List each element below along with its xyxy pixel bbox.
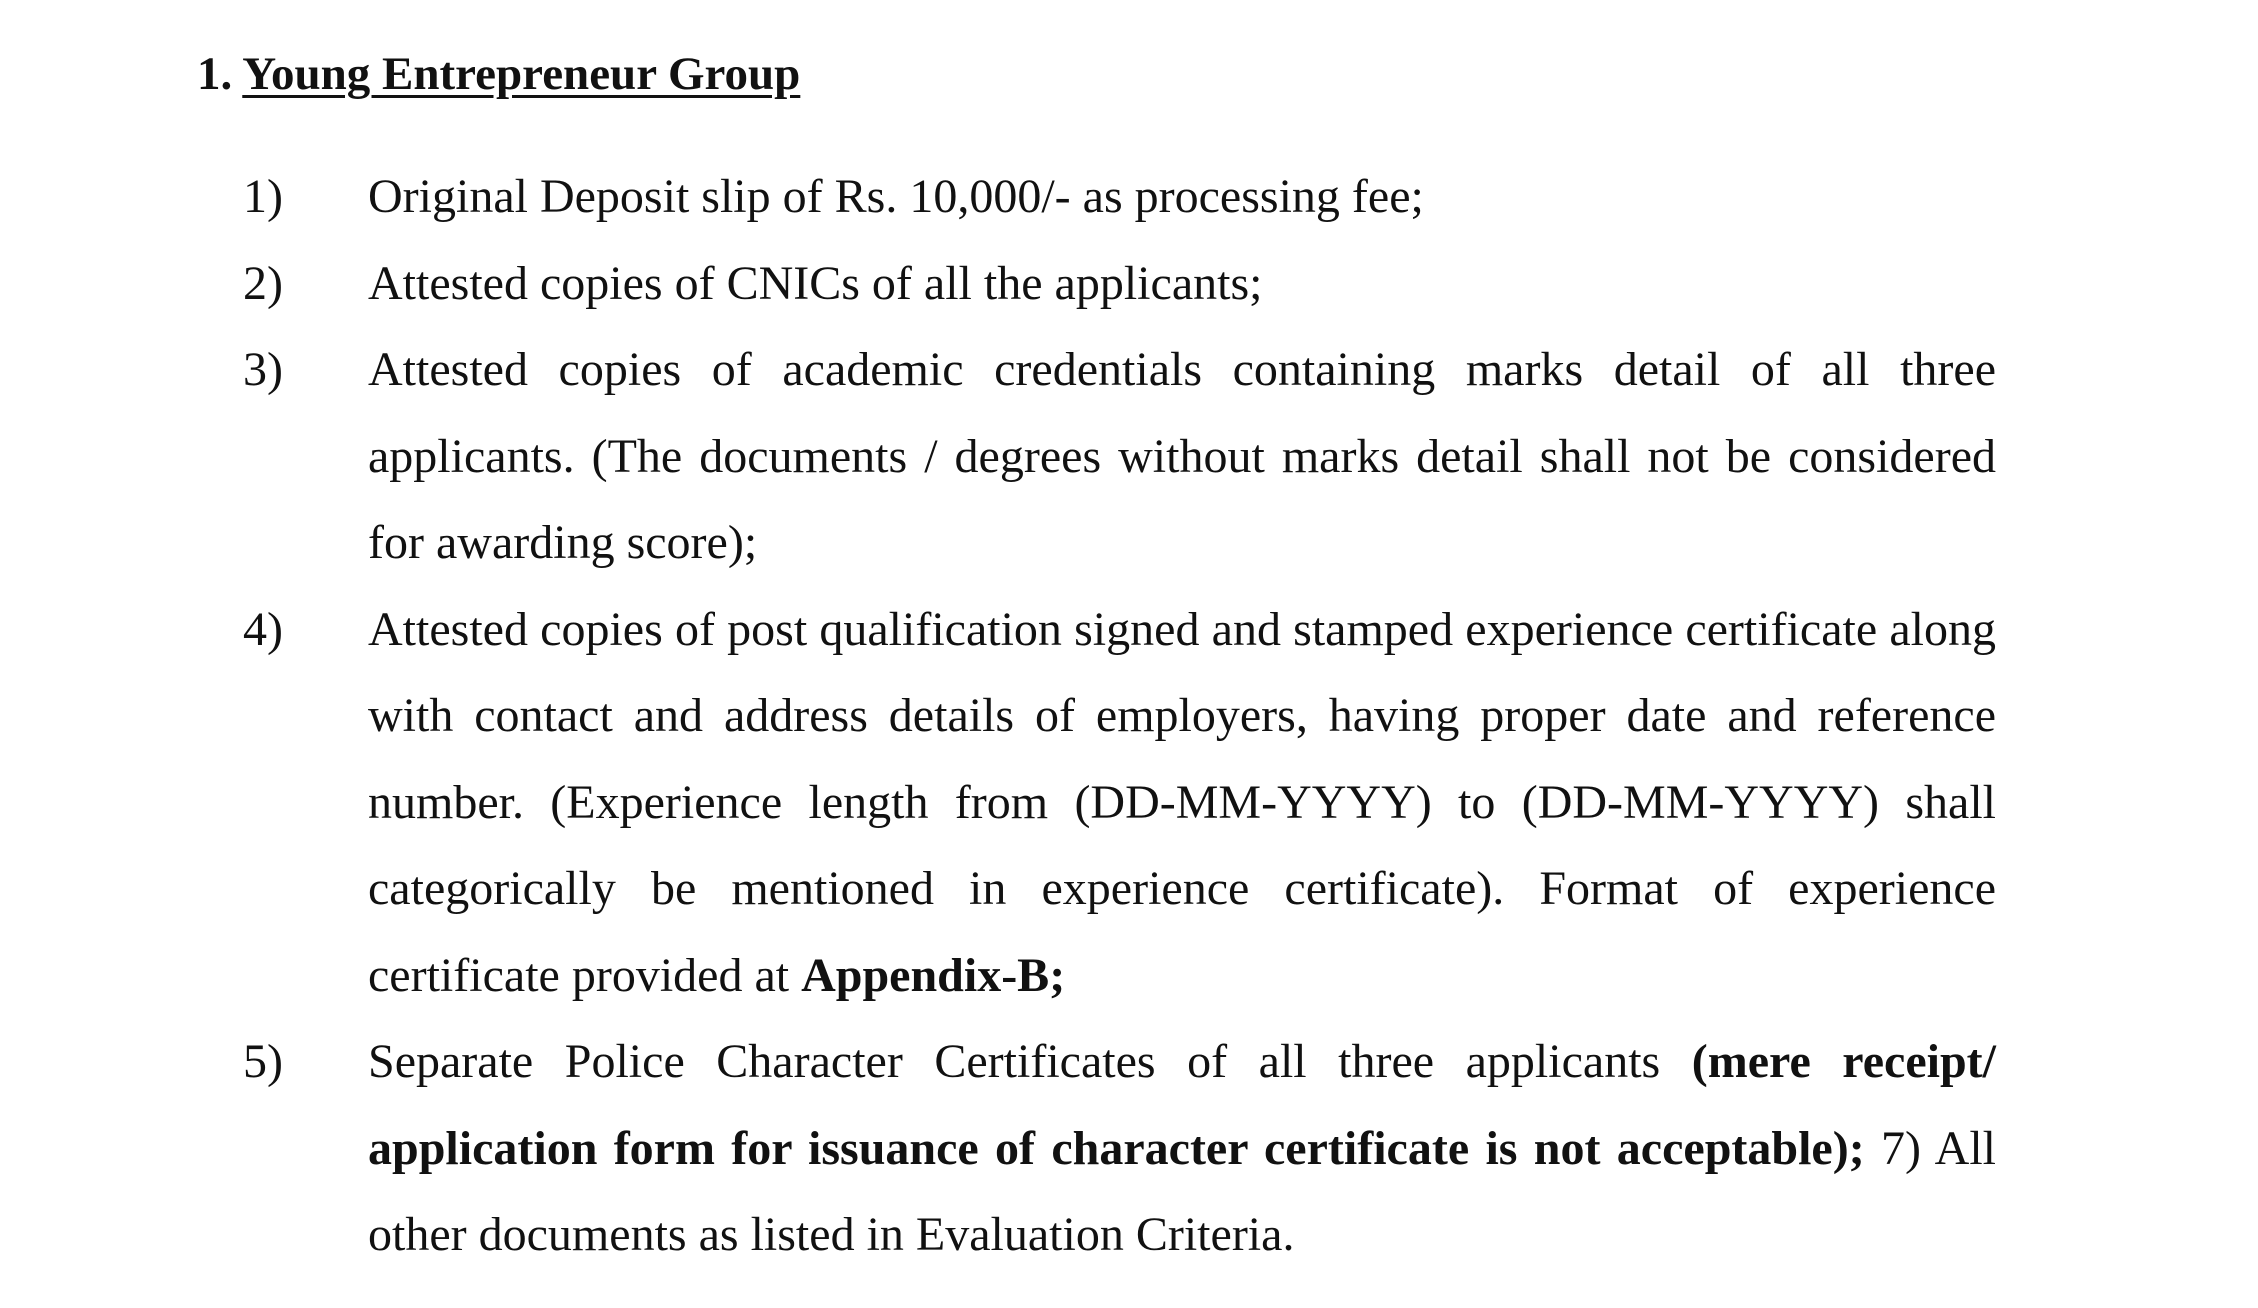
- item-body: Separate Police Character Certificates of all three applicants: [368, 1035, 1692, 1088]
- list-item: [0, 241, 2258, 328]
- item-number: 2): [243, 256, 283, 310]
- list-item: [0, 327, 2258, 587]
- item-text: [368, 1019, 1996, 1279]
- item-trailing: 7) All other documents as listed in Evaluation Criteria.: [368, 1121, 1996, 1261]
- item-number: 3): [243, 343, 283, 396]
- item-text: [368, 327, 1996, 587]
- item-text: [368, 587, 1996, 1020]
- list-item: [0, 154, 2258, 241]
- list-item: [0, 1019, 2258, 1279]
- section-title: Young Entrepreneur Group: [242, 48, 801, 100]
- item-number: 4): [243, 602, 283, 656]
- list-item: [0, 587, 2258, 1020]
- item-number: 5): [243, 1035, 283, 1088]
- emphasis-note: (mere receipt/ application form for issuance of character certificate is not acceptable);: [368, 1035, 1997, 1175]
- item-number: 1): [243, 170, 283, 223]
- item-body: Attested copies of CNICs of all the applicants;: [368, 256, 1263, 310]
- item-text: [368, 154, 1996, 241]
- item-body: Original Deposit slip of Rs. 10,000/- as processing fee;: [368, 170, 1424, 223]
- item-body: Attested copies of post qualification signed and stamped experience certificate along with contact and address details of employers, having proper date and reference number. (Experience length from (DD-MM-YYYY) to (DD-MM-YYYY) shall categorically be mentioned in experience certificate). Format of experience certificate provided at: [368, 602, 1996, 1002]
- section-heading: [197, 44, 800, 104]
- section-number: 1.: [197, 48, 233, 100]
- item-text: [368, 241, 1996, 328]
- appendix-reference: Appendix-B;: [801, 948, 1066, 1002]
- item-body: Attested copies of academic credentials containing marks detail of all three applicants. (The documents / degrees without marks detail shall not be considered for awarding score);: [368, 343, 1996, 569]
- requirements-list: [0, 154, 2258, 1279]
